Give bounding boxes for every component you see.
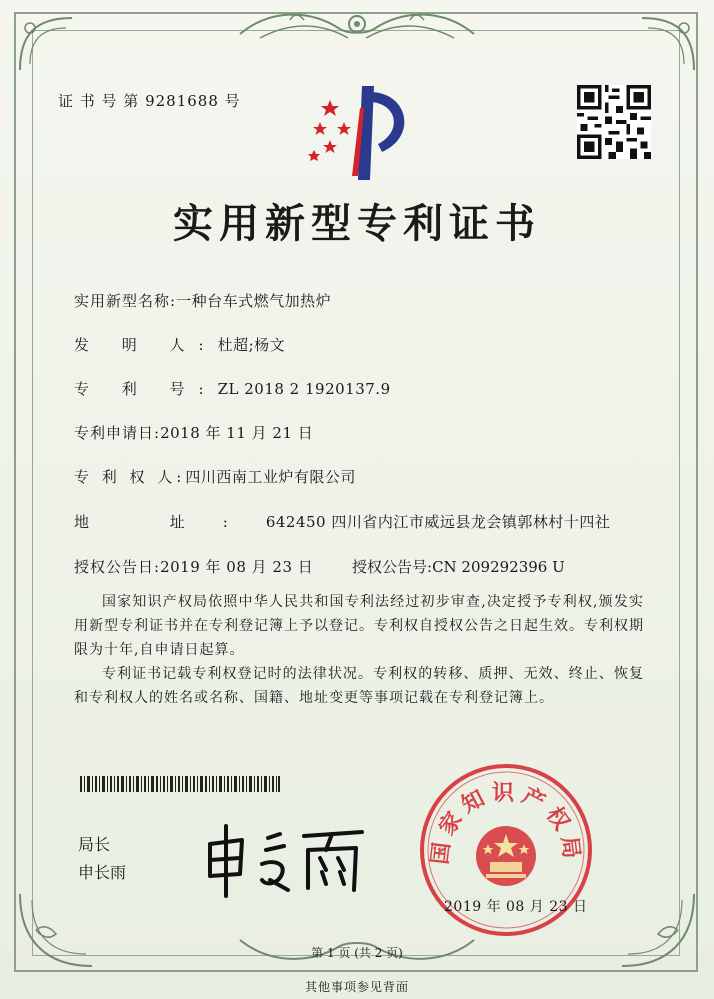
field-address xyxy=(74,511,610,532)
page-number: 第 1 页 (共 2 页) xyxy=(311,946,403,960)
patent-office-logo-icon xyxy=(300,78,420,188)
footer-note: 其他事项参见背面 xyxy=(304,980,409,994)
top-ornament-icon xyxy=(230,4,484,50)
field-label: 发 明 人: xyxy=(74,336,218,354)
field-value: 杜超;杨文 xyxy=(217,336,286,354)
field-grant-number xyxy=(352,556,565,577)
field-value: 2019 年 08 月 23 日 xyxy=(160,558,314,576)
field-label: 实用新型名称: xyxy=(74,292,177,310)
field-value: ZL 2018 2 1920137.9 xyxy=(217,380,391,398)
field-value: CN 209292396 U xyxy=(432,558,565,576)
field-label: 专 利 号: xyxy=(74,380,218,398)
corner-ornament-top-left-icon xyxy=(16,14,76,74)
qr-code-icon xyxy=(577,85,651,159)
barcode-icon xyxy=(80,776,280,792)
field-grant-date xyxy=(74,556,313,577)
field-value: 642450 四川省内江市威远县龙会镇郭林村十四社 xyxy=(265,513,611,531)
field-label: 专 利 权 人: xyxy=(74,468,186,486)
field-inventor xyxy=(74,334,285,355)
handwritten-signature xyxy=(196,820,376,900)
field-application-date xyxy=(74,422,313,443)
field-label: 专利申请日: xyxy=(74,424,161,442)
paragraph-legal-status: 专利证书记载专利权登记时的法律状况。专利权的转移、质押、无效、终止、恢复和专利权人的姓名或名称、国籍、地址变更等事项记载在专利登记簿上。 xyxy=(74,666,644,706)
field-patentee xyxy=(74,466,356,487)
field-label: 地 址: xyxy=(74,513,266,531)
certificate-title: 实用新型专利证书 xyxy=(173,200,541,247)
field-label: 授权公告号: xyxy=(352,558,433,576)
paragraph-grant-statement: 国家知识产权局依照中华人民共和国专利法经过初步审查,决定授予专利权,颁发实用新型专利证书并在专利登记簿上予以登记。专利权自授权公告之日起生效。专利权期限为十年,自申请日起算。 xyxy=(74,594,644,658)
field-label: 授权公告日: xyxy=(74,558,161,576)
director-title: 局长 xyxy=(78,835,111,854)
corner-ornament-top-right-icon xyxy=(638,14,698,74)
certificate-number: 证 书 号 第 9281688 号 xyxy=(58,92,241,110)
field-value: 一种台车式燃气加热炉 xyxy=(176,292,332,310)
field-utility-model-name xyxy=(74,290,331,311)
field-patent-number xyxy=(74,378,391,399)
seal-date: 2019 年 08 月 23 日 xyxy=(444,899,588,915)
field-value: 四川西南工业炉有限公司 xyxy=(185,468,356,486)
director-name: 申长雨 xyxy=(78,863,127,882)
field-value: 2018 年 11 月 21 日 xyxy=(160,424,314,442)
seal-text: 国家知识产权局 xyxy=(427,781,585,866)
